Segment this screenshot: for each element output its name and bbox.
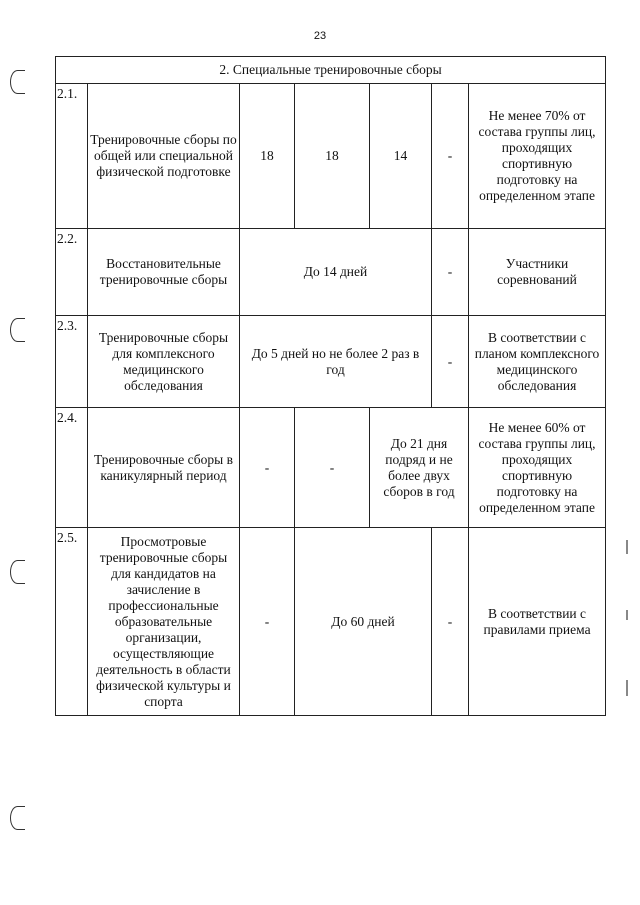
days-merged-cell: До 5 дней но не более 2 раз в год — [240, 316, 432, 408]
participants-note: Не менее 60% от состава группы лиц, проходящих спортивную подготовку на определенном этапе — [469, 408, 606, 528]
camp-type: Тренировочные сборы в каникулярный период — [88, 408, 240, 528]
days-merged-cell: До 60 дней — [295, 528, 432, 716]
camp-type: Восстановительные тренировочные сборы — [88, 229, 240, 316]
camp-type: Просмотровые тренировочные сборы для кандидатов на зачисление в профессиональные образовательные организации, осуществляющие деятельность в области физической культуры и спорта — [88, 528, 240, 716]
days-cell: 18 — [295, 84, 370, 229]
days-cell: - — [432, 84, 469, 229]
scan-artifact — [626, 540, 628, 554]
camp-type: Тренировочные сборы по общей или специальной физической подготовке — [88, 84, 240, 229]
training-camps-table — [55, 56, 606, 716]
days-merged-cell: До 14 дней — [240, 229, 432, 316]
row-number: 2.4. — [56, 408, 88, 528]
camp-type: Тренировочные сборы для комплексного медицинского обследования — [88, 316, 240, 408]
section-title: 2. Специальные тренировочные сборы — [56, 57, 606, 84]
days-cell: - — [432, 528, 469, 716]
binder-hole-mark — [10, 318, 25, 342]
scan-artifact — [626, 680, 628, 696]
days-cell: 14 — [370, 84, 432, 229]
participants-note: Участники соревнований — [469, 229, 606, 316]
participants-note: В соответствии с правилами приема — [469, 528, 606, 716]
row-number: 2.1. — [56, 84, 88, 229]
days-cell: - — [240, 528, 295, 716]
table-row — [56, 316, 606, 408]
section-header-row — [56, 57, 606, 84]
days-merged-cell: До 21 дня подряд и не более двух сборов в год — [370, 408, 469, 528]
table-row — [56, 528, 606, 716]
table-row — [56, 408, 606, 528]
binder-hole-mark — [10, 806, 25, 830]
days-cell: - — [240, 408, 295, 528]
days-cell: - — [432, 316, 469, 408]
table-row — [56, 84, 606, 229]
days-cell: - — [295, 408, 370, 528]
participants-note: В соответствии с планом комплексного медицинского обследования — [469, 316, 606, 408]
row-number: 2.2. — [56, 229, 88, 316]
scan-artifact — [626, 610, 628, 620]
page-number: 23 — [313, 30, 327, 42]
row-number: 2.5. — [56, 528, 88, 716]
binder-hole-mark — [10, 70, 25, 94]
days-cell: 18 — [240, 84, 295, 229]
days-cell: - — [432, 229, 469, 316]
binder-hole-mark — [10, 560, 25, 584]
row-number: 2.3. — [56, 316, 88, 408]
participants-note: Не менее 70% от состава группы лиц, проходящих спортивную подготовку на определенном этапе — [469, 84, 606, 229]
table-row — [56, 229, 606, 316]
